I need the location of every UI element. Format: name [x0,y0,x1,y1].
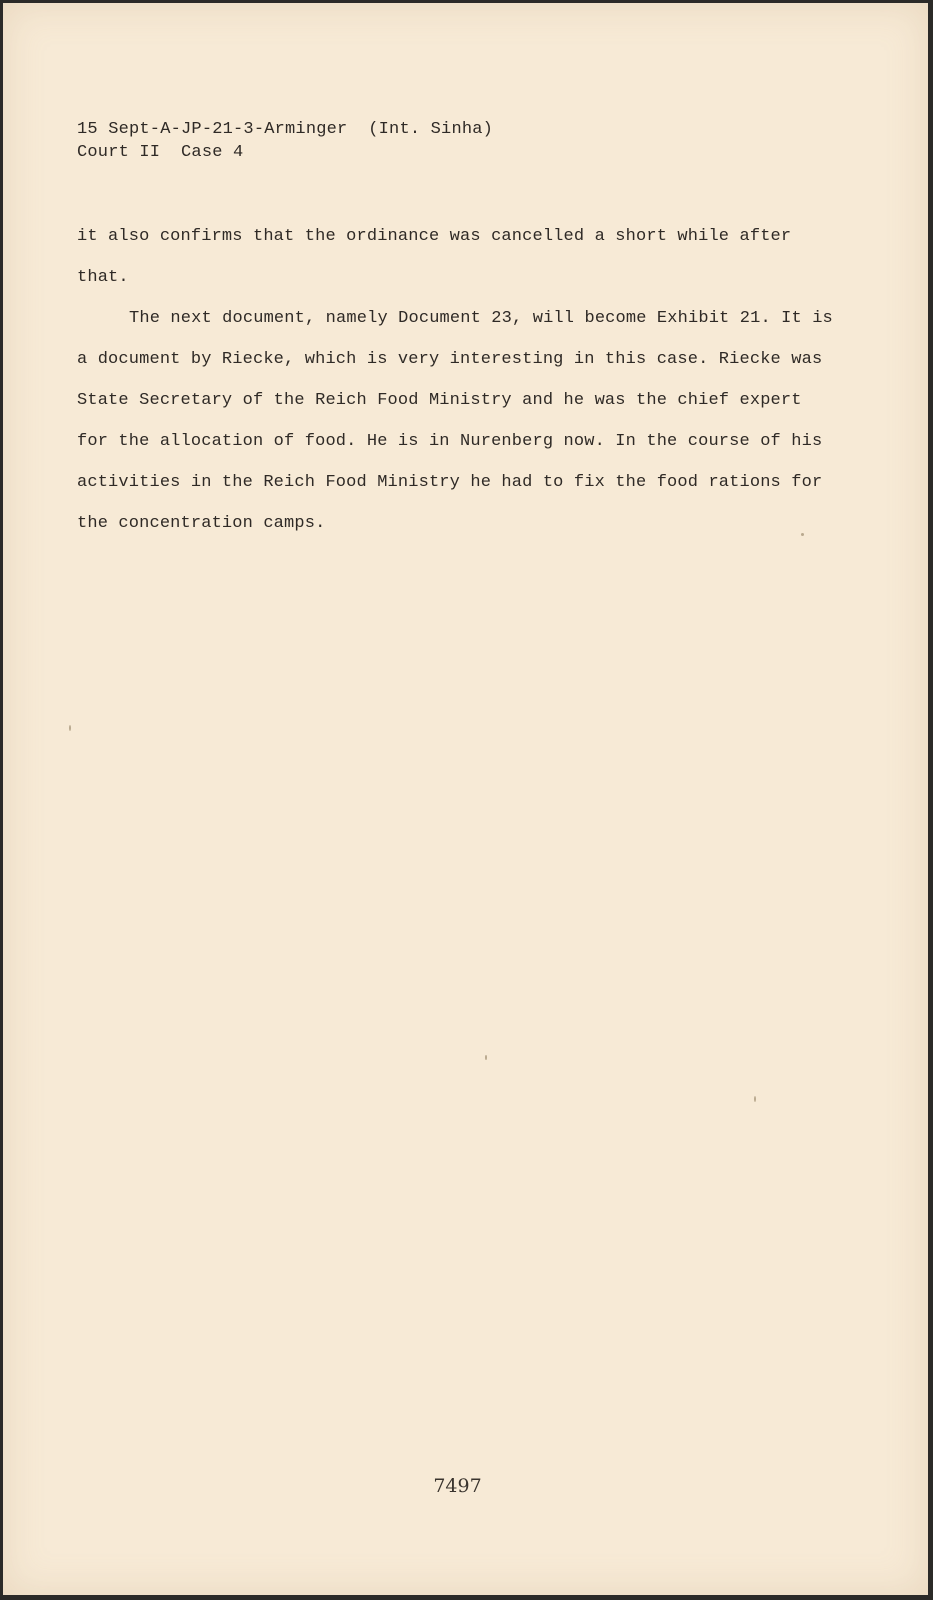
header-court-line: Court II Case 4 [77,143,244,162]
paper-speck [69,725,71,731]
paragraph-continuation: it also confirms that the ordinance was cancelled a short while after that. [77,227,792,287]
paper-speck [754,1096,756,1102]
page-number: 7497 [433,1475,482,1497]
paper-speck [801,533,804,536]
paragraph-document-23: The next document, namely Document 23, will become Exhibit 21. It is a document by Riecke, which is very interesting in this case. Riecke was State Secretary of the Reich Food Ministry and he was the chief expert for the allocation of food. He is in Nurenberg now. In the course of his activities in the Reich Food Ministry he had to fix the food rations for the concentration camps. [77,309,833,533]
transcript-header [77,118,493,164]
header-session-line: 15 Sept-A-JP-21-3-Arminger (Int. Sinha) [77,120,494,139]
document-page [3,3,928,1595]
paper-speck [485,1055,487,1060]
transcript-body [77,216,837,544]
